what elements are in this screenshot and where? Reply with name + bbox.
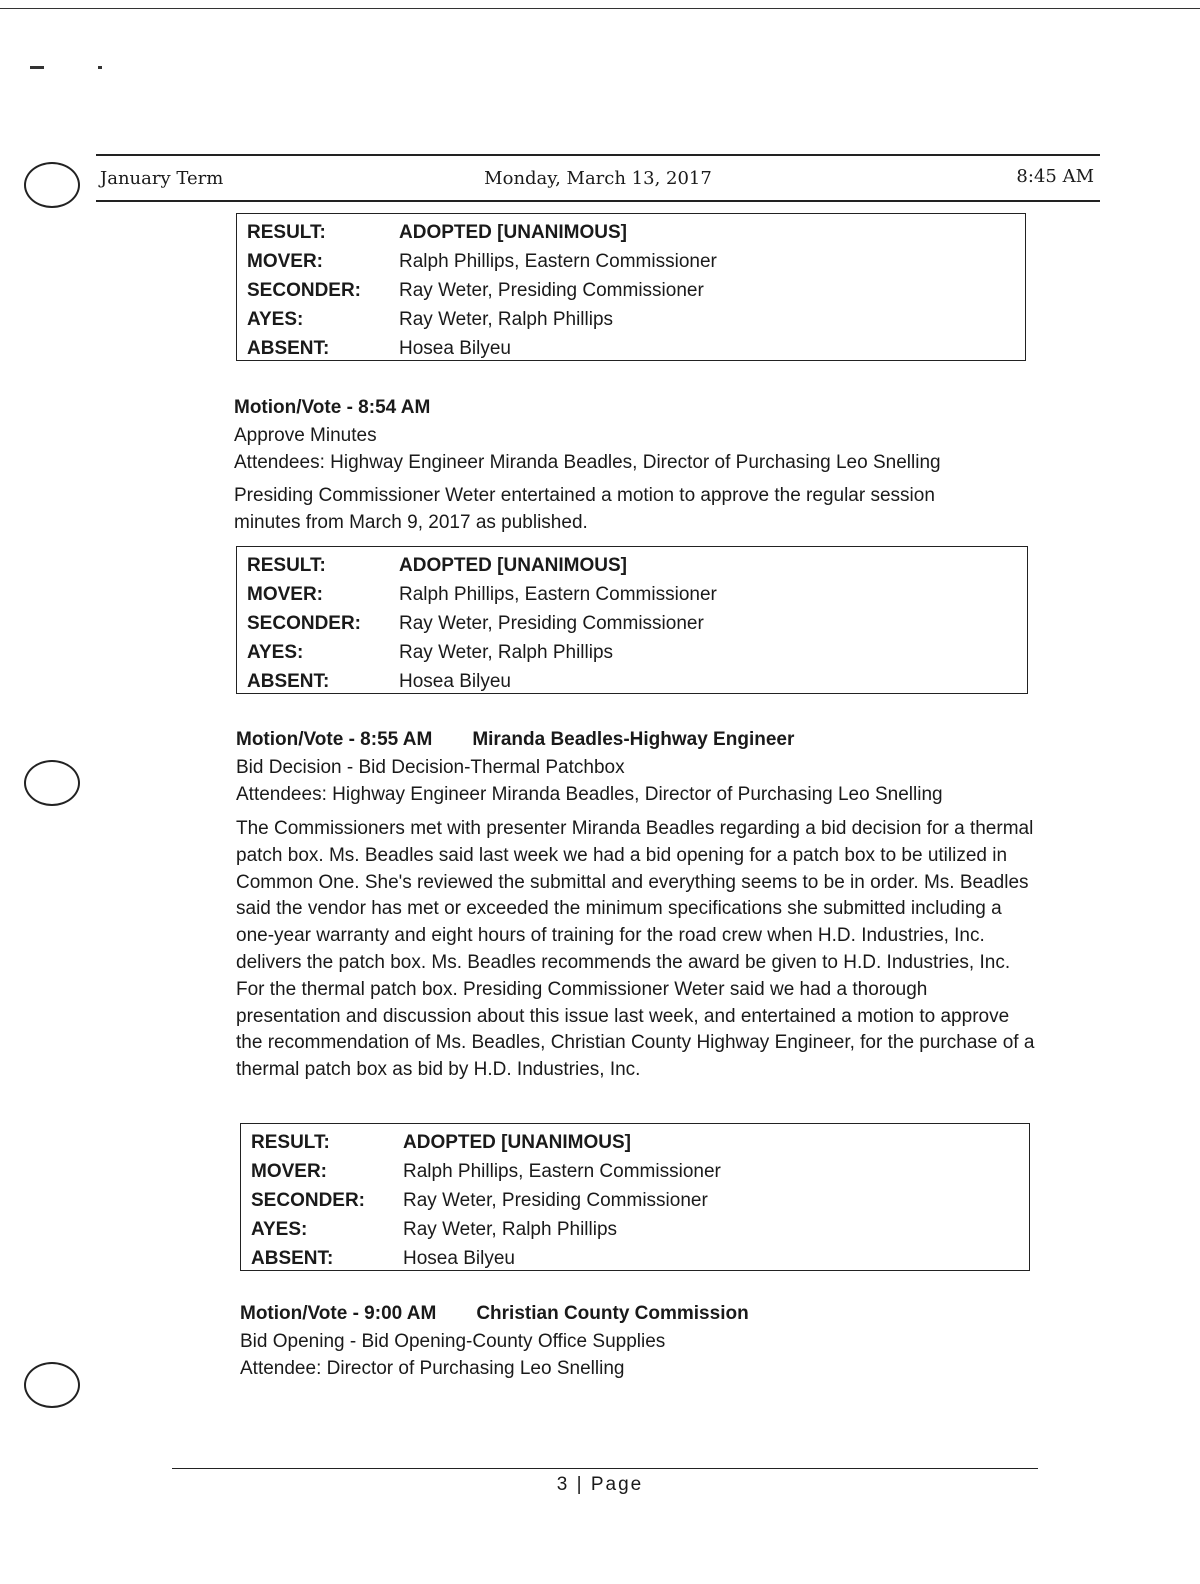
- ayes-label: AYES:: [247, 309, 304, 330]
- mover-label: MOVER:: [247, 584, 323, 605]
- seconder-row: [247, 276, 1025, 305]
- motion-heading-line: [236, 726, 943, 754]
- absent-row: [247, 334, 1025, 363]
- mover-value: Ralph Phillips, Eastern Commissioner: [399, 251, 717, 272]
- mover-row: [247, 247, 1025, 276]
- mover-label: MOVER:: [247, 251, 323, 272]
- mover-label: MOVER:: [251, 1161, 327, 1182]
- motion-attendees: Attendees: Highway Engineer Miranda Beadles, Director of Purchasing Leo Snelling: [236, 784, 943, 805]
- seconder-value: Ray Weter, Presiding Commissioner: [399, 280, 704, 301]
- motion-topic: Bid Opening - Bid Opening-County Office Supplies: [240, 1330, 666, 1352]
- result-label: RESULT:: [247, 222, 326, 243]
- seconder-label: SECONDER:: [247, 613, 362, 634]
- motion-heading: Motion/Vote - 8:55 AM: [236, 729, 433, 750]
- mover-row: [247, 580, 1027, 609]
- absent-label: ABSENT:: [247, 338, 330, 359]
- motion-description: Presiding Commissioner Weter entertained a motion to approve the regular session minutes from March 9, 2017 as published.: [234, 485, 935, 533]
- vote-result-table: [240, 1123, 1030, 1271]
- motion-heading: Motion/Vote - 9:00 AM: [240, 1303, 437, 1324]
- seconder-value: Ray Weter, Presiding Commissioner: [403, 1190, 708, 1211]
- scan-mark: [98, 66, 102, 69]
- mover-value: Ralph Phillips, Eastern Commissioner: [403, 1161, 721, 1182]
- binder-hole-icon: [24, 162, 80, 208]
- binder-hole-icon: [24, 1362, 80, 1408]
- result-value: ADOPTED [UNANIMOUS]: [399, 555, 627, 576]
- result-value: ADOPTED [UNANIMOUS]: [403, 1132, 631, 1153]
- absent-value: Hosea Bilyeu: [399, 338, 511, 359]
- motion-section: [236, 726, 943, 809]
- page-header: [96, 154, 1100, 202]
- term-label: January Term: [100, 168, 224, 189]
- motion-description: The Commissioners met with presenter Miranda Beadles regarding a bid decision for a thermal patch box. Ms. Beadles said last week we had a bid opening for a patch box to be utilized in Common One. She's reviewed the submittal and everything seems to be in order. Ms. Beadles said the vendor has met or exceeded the minimum specifications she submitted including a one-year warranty and eight hours of training for the road crew when H.D. Industries, Inc. delivers the patch box. Ms. Beadles recommends the award be given to H.D. Industries, Inc. For the thermal patch box. Presiding Commissioner Weter said we had a thorough presentation and discussion about this issue last week, and entertained a motion to approve the recommendation of Ms. Beadles, Christian County Highway Engineer, for the purchase of a thermal patch box as bid by H.D. Industries, Inc.: [236, 818, 1035, 1081]
- scan-top-edge: [0, 8, 1200, 9]
- ayes-label: AYES:: [251, 1219, 308, 1240]
- page-number: 3 | Page: [556, 1474, 644, 1495]
- motion-presenter: Christian County Commission: [476, 1303, 749, 1324]
- vote-result-table: [236, 213, 1026, 361]
- motion-attendees: Attendees: Highway Engineer Miranda Beadles, Director of Purchasing Leo Snelling: [234, 452, 941, 473]
- ayes-row: [247, 305, 1025, 334]
- meeting-date: Monday, March 13, 2017: [484, 168, 712, 189]
- result-label: RESULT:: [247, 555, 326, 576]
- result-row: [251, 1128, 1029, 1157]
- mover-value: Ralph Phillips, Eastern Commissioner: [399, 584, 717, 605]
- absent-row: [247, 667, 1027, 696]
- vote-result-table: [236, 546, 1028, 694]
- absent-value: Hosea Bilyeu: [399, 671, 511, 692]
- motion-heading: Motion/Vote - 8:54 AM: [234, 397, 431, 418]
- motion-section: [240, 1300, 749, 1383]
- result-row: [247, 551, 1027, 580]
- scan-mark: [30, 66, 44, 69]
- ayes-value: Ray Weter, Ralph Phillips: [399, 642, 614, 663]
- result-label: RESULT:: [251, 1132, 330, 1153]
- result-row: [247, 218, 1025, 247]
- absent-row: [251, 1244, 1029, 1273]
- ayes-row: [247, 638, 1027, 667]
- seconder-label: SECONDER:: [247, 280, 362, 301]
- ayes-label: AYES:: [247, 642, 304, 663]
- meeting-time: 8:45 AM: [1016, 166, 1094, 187]
- motion-attendees: Attendee: Director of Purchasing Leo Snelling: [240, 1358, 625, 1379]
- seconder-label: SECONDER:: [251, 1190, 366, 1211]
- mover-row: [251, 1157, 1029, 1186]
- result-value: ADOPTED [UNANIMOUS]: [399, 222, 627, 243]
- binder-hole-icon: [24, 760, 80, 806]
- absent-label: ABSENT:: [251, 1248, 334, 1269]
- ayes-value: Ray Weter, Ralph Phillips: [403, 1219, 618, 1240]
- absent-label: ABSENT:: [247, 671, 330, 692]
- seconder-value: Ray Weter, Presiding Commissioner: [399, 613, 704, 634]
- seconder-row: [247, 609, 1027, 638]
- motion-topic: Approve Minutes: [234, 424, 377, 446]
- motion-presenter: Miranda Beadles-Highway Engineer: [472, 729, 795, 750]
- motion-topic: Bid Decision - Bid Decision-Thermal Patchbox: [236, 756, 625, 778]
- footer-divider: [172, 1468, 1038, 1469]
- ayes-value: Ray Weter, Ralph Phillips: [399, 309, 614, 330]
- motion-section: [234, 394, 941, 477]
- motion-heading-line: [240, 1300, 749, 1328]
- absent-value: Hosea Bilyeu: [403, 1248, 515, 1269]
- ayes-row: [251, 1215, 1029, 1244]
- seconder-row: [251, 1186, 1029, 1215]
